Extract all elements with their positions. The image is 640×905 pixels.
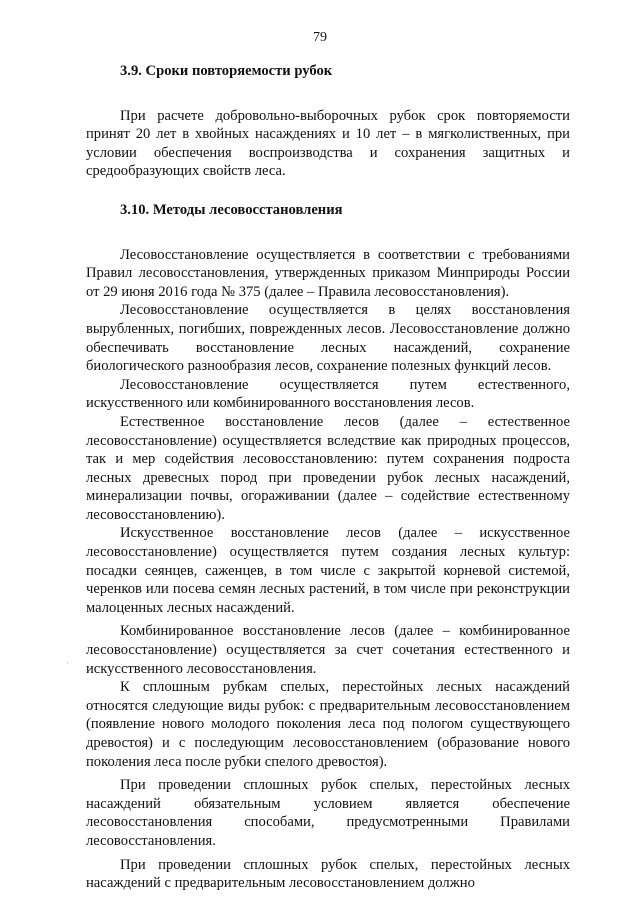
margin-mark: · bbox=[66, 659, 69, 668]
page-content bbox=[86, 62, 570, 893]
page-number: 79 bbox=[313, 30, 327, 45]
paragraph: К сплошным рубкам спелых, перестойных лесных насаждений относятся следующие виды рубок: с предварительным лесовосстановлением (появление нового молодого поколения леса под пологом существующего древостоя) и с последующим лесовосстановлением (образование нового поколения леса после рубки спелого древостоя). bbox=[86, 679, 570, 770]
paragraph: Лесовосстановление осуществляется путем естественного, искусственного или комбинированного восстановления лесов. bbox=[86, 376, 570, 412]
paragraph: При проведении сплошных рубок спелых, перестойных лесных насаждений с предварительным лесовосстановлением должно bbox=[86, 856, 570, 892]
paragraph: При проведении сплошных рубок спелых, перестойных лесных насаждений обязательным условием является обеспечение лесовосстановления способами, предусмотренными Правилами лесовосстановления. bbox=[86, 777, 570, 849]
section-heading-repeat-period: 3.9. Сроки повторяемости рубок bbox=[120, 63, 333, 79]
paragraph: Комбинированное восстановление лесов (далее – комбинированное лесовосстановление) осуществляется за счет сочетания естественного и искусственного лесовосстановления. bbox=[86, 623, 570, 677]
paragraph: Естественное восстановление лесов (далее – естественное лесовосстановление) осуществляется вследствие как природных процессов, так и мер содействия лесовосстановлению: путем сохранения подроста лесных древесных пород при проведении рубок лесных насаждений, минерализации почвы, огораживании (далее – содействие естественному лесовосстановлению). bbox=[86, 413, 570, 523]
paragraph-repeat-period: При расчете добровольно-выборочных рубок срок повторяемости принят 20 лет в хвойных насаждениях и 10 лет – в мягколиственных, при условии обеспечения воспроизводства и сохранения защитных и средообразующих свойств леса. bbox=[86, 107, 570, 180]
paragraph: Лесовосстановление осуществляется в соответствии с требованиями Правил лесовосстановления, утвержденных приказом Минприроды России от 29 июня 2016 года № 375 (далее – Правила лесовосстановления). bbox=[86, 246, 570, 300]
paragraph: Искусственное восстановление лесов (далее – искусственное лесовосстановление) осуществляется путем создания лесных культур: посадки сеянцев, саженцев, в том числе с закрытой корневой системой, черенков или посева семян лесных растений, в том числе при реконструкции малоценных лесных насаждений. bbox=[86, 525, 570, 616]
section-heading-reforestation-methods: 3.10. Методы лесовосстановления bbox=[120, 201, 343, 218]
paragraph: Лесовосстановление осуществляется в целях восстановления вырубленных, погибших, поврежденных лесов. Лесовосстановление должно обеспечивать восстановление лесных насаждений, сохранение биологического разнообразия лесов, сохранение полезных функций лесов. bbox=[86, 302, 570, 375]
